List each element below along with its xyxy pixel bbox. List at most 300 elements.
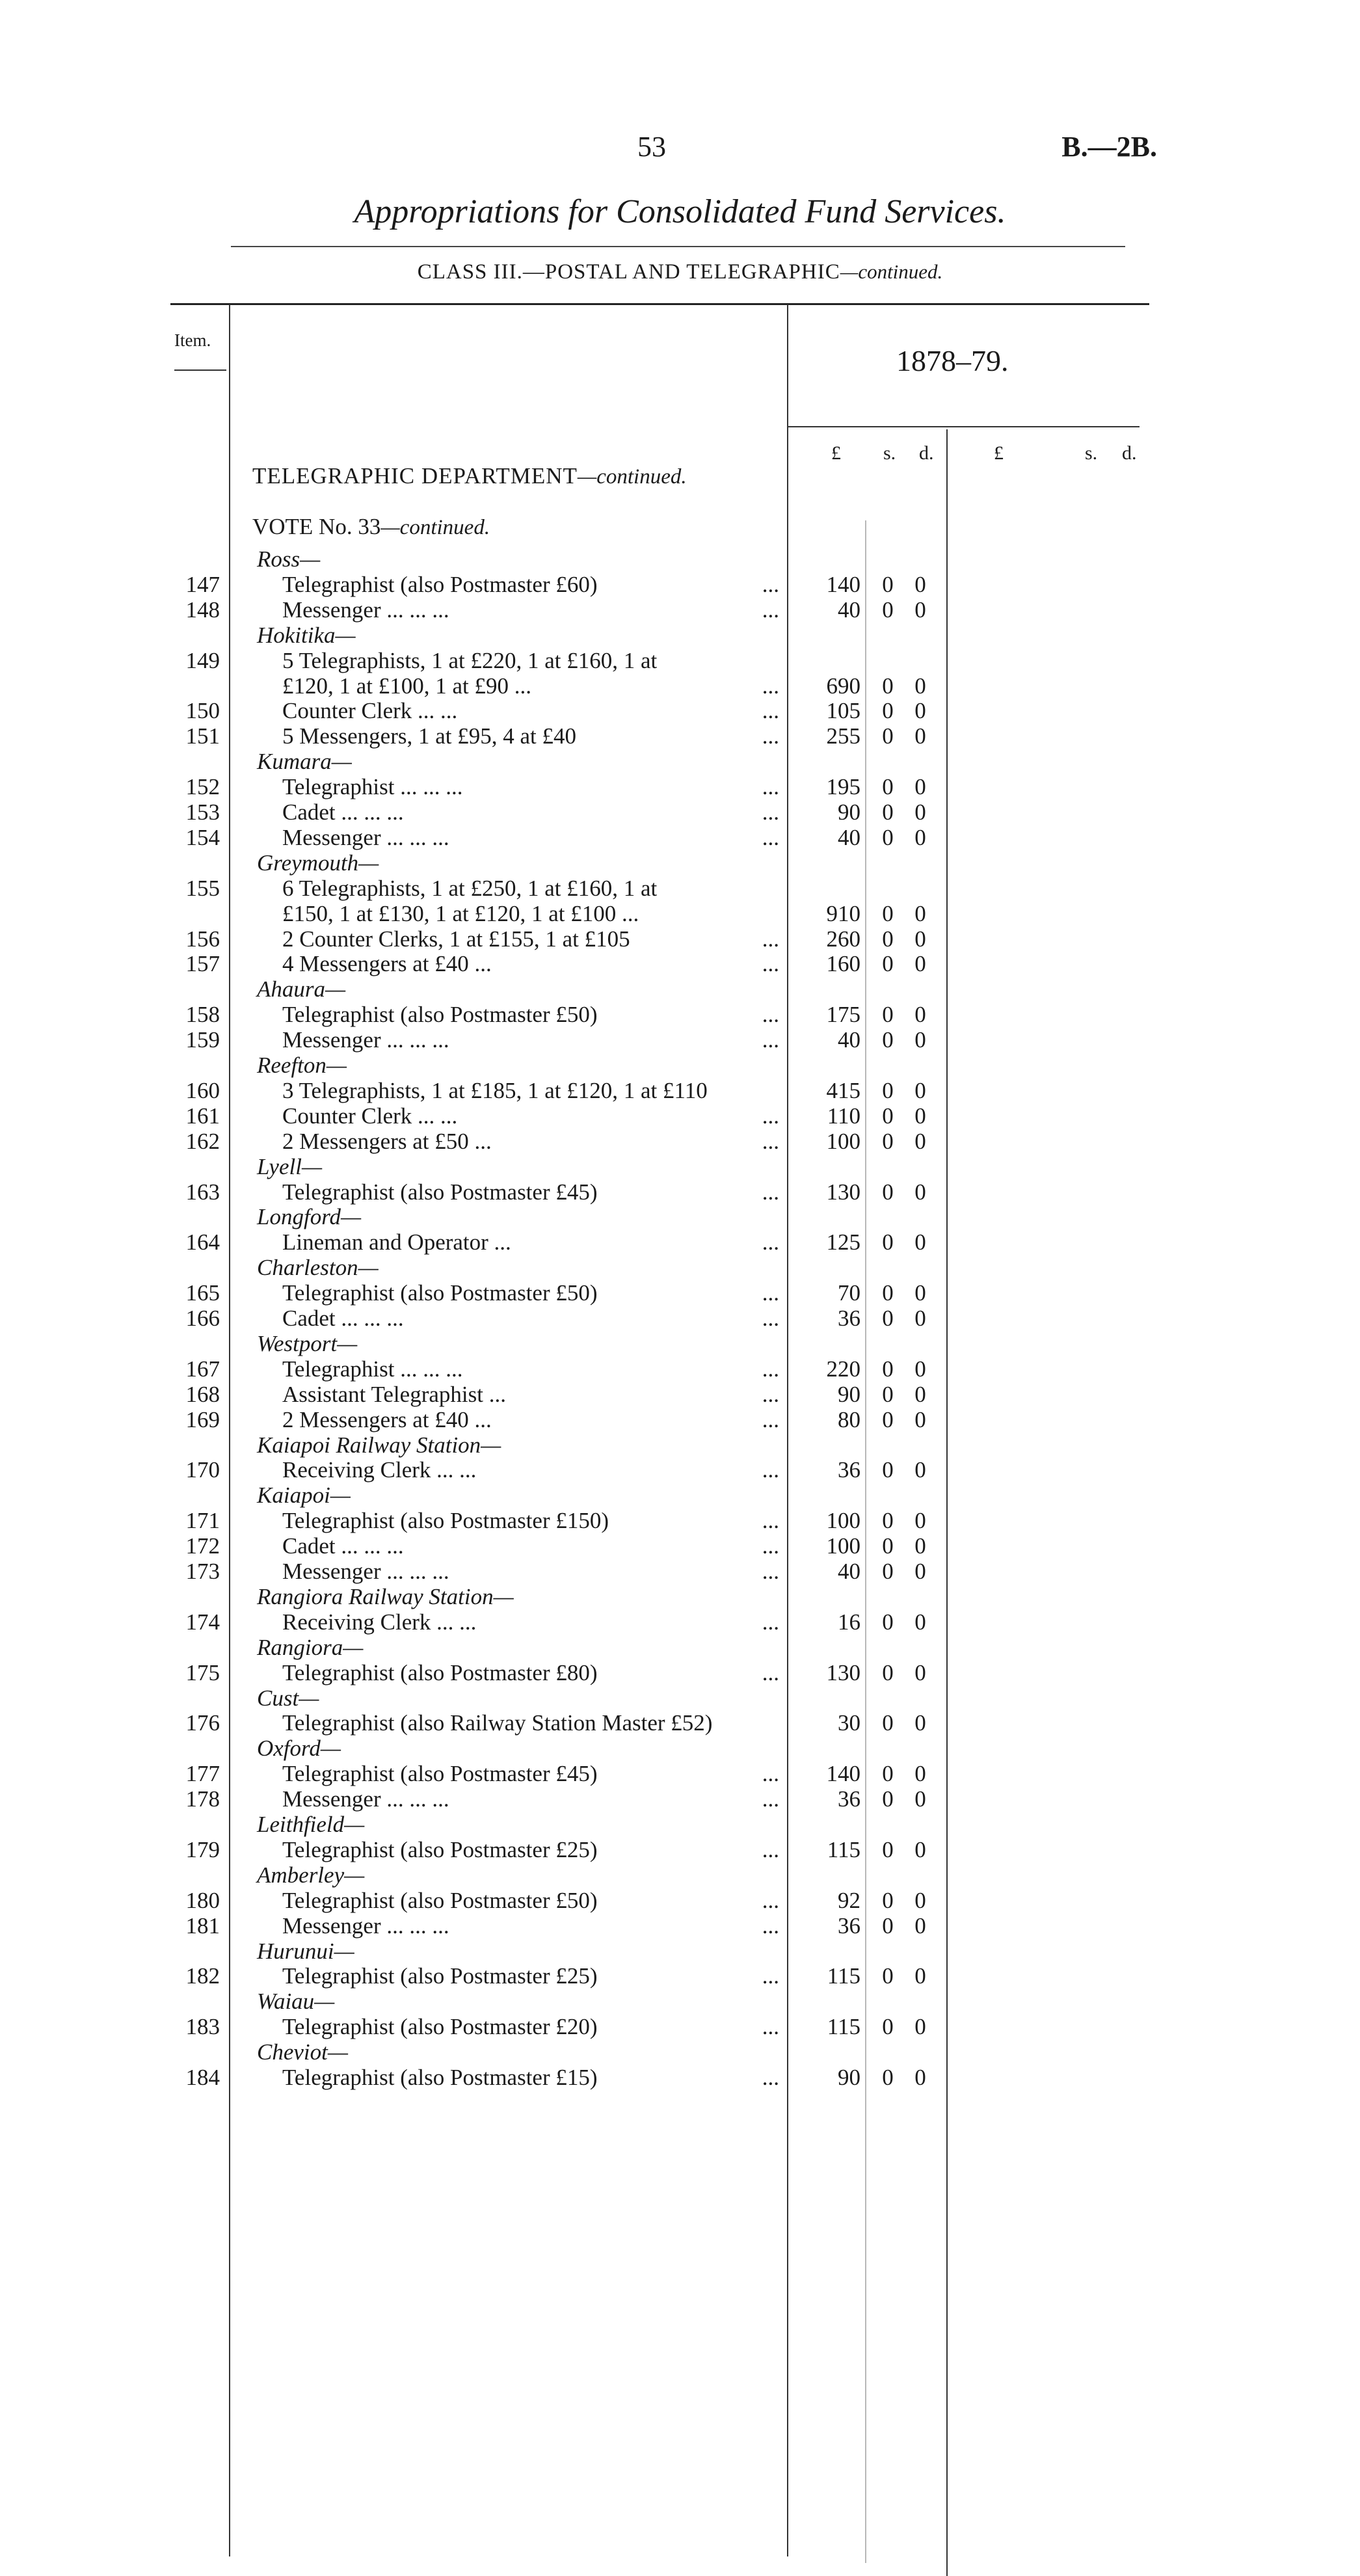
item-number: 175 — [185, 1659, 220, 1685]
amount-pounds: 40 — [838, 824, 860, 850]
amount-shillings: 0 — [882, 1280, 894, 1306]
table-row — [0, 597, 1360, 623]
amount-shillings: 0 — [882, 1710, 894, 1736]
table-row — [0, 1078, 1360, 1104]
item-description: Telegraphist (also Postmaster £25) — [282, 1836, 598, 1862]
item-description: 5 Messengers, 1 at £95, 4 at £40 — [282, 723, 577, 749]
item-description: Counter Clerk ... ... — [282, 1103, 458, 1129]
item-description: Cadet ... ... ... — [282, 1533, 404, 1559]
location-heading — [0, 1685, 1360, 1711]
amount-shillings: 0 — [882, 698, 894, 724]
amount-pence: 0 — [914, 698, 926, 724]
table-row — [0, 1913, 1360, 1939]
year-heading: 1878–79. — [896, 344, 1009, 377]
leader-dots: ... — [762, 673, 779, 699]
location-name: Charleston— — [257, 1255, 379, 1281]
item-number: 154 — [185, 824, 220, 850]
table-row — [0, 1761, 1360, 1787]
amount-pounds: 90 — [838, 799, 860, 825]
amount-shillings: 0 — [882, 2065, 894, 2090]
leader-dots: ... — [762, 1559, 779, 1584]
amount-shillings: 0 — [882, 1077, 894, 1103]
amount-shillings: 0 — [882, 1103, 894, 1129]
amount-pence: 0 — [914, 1306, 926, 1331]
location-name: Hurunui— — [257, 1938, 354, 1964]
amount-shillings: 0 — [882, 1559, 894, 1584]
amount-pounds: 910 — [826, 900, 860, 926]
location-heading — [0, 1736, 1360, 1762]
amount-pence: 0 — [914, 1103, 926, 1129]
location-heading — [0, 2039, 1360, 2065]
amount-pence: 0 — [914, 2065, 926, 2090]
item-number: 174 — [185, 1609, 220, 1635]
leader-dots: ... — [762, 2014, 779, 2040]
leader-dots: ... — [762, 774, 779, 800]
amount-pounds: 195 — [826, 774, 860, 800]
location-heading — [0, 1812, 1360, 1838]
amount-pounds: 160 — [826, 951, 860, 977]
amount-shillings: 0 — [882, 799, 894, 825]
item-number: 180 — [185, 1887, 220, 1913]
table-row-continuation — [0, 901, 1360, 927]
leader-dots: ... — [762, 926, 779, 952]
item-description: 6 Telegraphists, 1 at £250, 1 at £160, 1 at — [282, 875, 658, 901]
vote-title-text: VOTE No. 33 — [252, 514, 381, 539]
item-number: 148 — [185, 597, 220, 623]
item-description: Telegraphist (also Postmaster £50) — [282, 1002, 598, 1028]
amount-pounds: 255 — [826, 723, 860, 749]
item-description: £150, 1 at £130, 1 at £120, 1 at £100 ... — [282, 900, 639, 926]
item-header-rule — [174, 369, 226, 371]
amount-pounds: 36 — [838, 1306, 860, 1331]
item-number: 172 — [185, 1533, 220, 1559]
table-row — [0, 1356, 1360, 1382]
table-row — [0, 774, 1360, 800]
amount-pounds: 105 — [826, 698, 860, 724]
amount-pounds: 16 — [838, 1609, 860, 1635]
item-number: 155 — [185, 875, 220, 901]
leader-dots: ... — [762, 1280, 779, 1306]
amount-pence: 0 — [914, 1508, 926, 1534]
item-number: 157 — [185, 951, 220, 977]
item-description: Receiving Clerk ... ... — [282, 1457, 477, 1483]
item-description: Cadet ... ... ... — [282, 1306, 404, 1331]
amount-pence: 0 — [914, 2014, 926, 2040]
amount-pounds: 115 — [827, 2014, 860, 2040]
leader-dots: ... — [762, 2065, 779, 2090]
amount-shillings: 0 — [882, 673, 894, 699]
amount-shillings: 0 — [882, 774, 894, 800]
leader-dots: ... — [762, 1229, 779, 1255]
amount-shillings: 0 — [882, 1229, 894, 1255]
location-heading — [0, 1331, 1360, 1357]
location-name: Leithfield— — [257, 1812, 365, 1837]
table-row — [0, 572, 1360, 598]
item-number: 170 — [185, 1457, 220, 1483]
amount-pence: 0 — [914, 597, 926, 623]
leader-dots: ... — [762, 1002, 779, 1028]
location-name: Longford— — [257, 1204, 362, 1230]
amount-pounds: 415 — [826, 1077, 860, 1103]
amount-shillings: 0 — [882, 1533, 894, 1559]
item-description: Telegraphist (also Postmaster £50) — [282, 1887, 598, 1913]
leader-dots: ... — [762, 1128, 779, 1154]
amount-pounds: 130 — [826, 1659, 860, 1685]
table-row — [0, 1306, 1360, 1332]
leader-dots: ... — [762, 1381, 779, 1407]
table-row — [0, 1407, 1360, 1433]
item-number: 171 — [185, 1508, 220, 1534]
leader-dots: ... — [762, 1457, 779, 1483]
amount-shillings: 0 — [882, 723, 894, 749]
item-description: 2 Messengers at £50 ... — [282, 1128, 492, 1154]
location-name: Rangiora— — [257, 1634, 364, 1660]
amount-shillings: 0 — [882, 951, 894, 977]
table-row — [0, 876, 1360, 902]
amount-pounds: 92 — [838, 1887, 860, 1913]
item-description: Telegraphist (also Postmaster £45) — [282, 1761, 598, 1787]
amount-shillings: 0 — [882, 1027, 894, 1053]
leader-dots: ... — [762, 571, 779, 597]
class-heading — [0, 260, 1360, 284]
amount-pence: 0 — [914, 1609, 926, 1635]
amount-shillings: 0 — [882, 1786, 894, 1812]
item-description: Telegraphist (also Postmaster £60) — [282, 571, 598, 597]
item-description: Telegraphist (also Postmaster £15) — [282, 2065, 598, 2090]
amount-pounds: 100 — [826, 1533, 860, 1559]
location-heading — [0, 1255, 1360, 1281]
amount-shillings: 0 — [882, 1508, 894, 1534]
amount-shillings: 0 — [882, 1128, 894, 1154]
amount-pounds: 40 — [838, 1559, 860, 1584]
table-row — [0, 1660, 1360, 1686]
location-name: Greymouth— — [257, 850, 379, 876]
amount-pence: 0 — [914, 1559, 926, 1584]
amount-pence: 0 — [914, 673, 926, 699]
leader-dots: ... — [762, 1533, 779, 1559]
item-description: 3 Telegraphists, 1 at £185, 1 at £120, 1 at £110 — [282, 1077, 708, 1103]
table-row — [0, 1963, 1360, 1989]
pounds-header-2: £ — [994, 442, 1004, 464]
amount-pounds: 40 — [838, 597, 860, 623]
amount-pounds: 40 — [838, 1027, 860, 1053]
amount-pounds: 36 — [838, 1786, 860, 1812]
amount-pence: 0 — [914, 900, 926, 926]
item-description: 5 Telegraphists, 1 at £220, 1 at £160, 1 at — [282, 647, 658, 673]
leader-dots: ... — [762, 1306, 779, 1331]
item-number: 179 — [185, 1836, 220, 1862]
pence-header: d. — [919, 442, 934, 464]
leader-dots: ... — [762, 723, 779, 749]
item-description: Messenger ... ... ... — [282, 1027, 449, 1053]
item-number: 164 — [185, 1229, 220, 1255]
location-name: Amberley— — [257, 1862, 365, 1888]
table-row — [0, 799, 1360, 825]
item-number: 168 — [185, 1381, 220, 1407]
location-name: Hokitika— — [257, 622, 356, 648]
table-row — [0, 1837, 1360, 1863]
item-description: Telegraphist (also Postmaster £20) — [282, 2014, 598, 2040]
item-description: 2 Counter Clerks, 1 at £155, 1 at £105 — [282, 926, 630, 952]
table-row — [0, 1786, 1360, 1812]
location-heading — [0, 1989, 1360, 2015]
amount-pence: 0 — [914, 1077, 926, 1103]
amount-shillings: 0 — [882, 900, 894, 926]
location-name: Waiau— — [257, 1989, 335, 2015]
location-name: Westport— — [257, 1330, 358, 1356]
location-name: Oxford— — [257, 1736, 341, 1762]
amount-shillings: 0 — [882, 1381, 894, 1407]
header-rule — [788, 426, 1140, 427]
item-description: Receiving Clerk ... ... — [282, 1609, 477, 1635]
item-number: 147 — [185, 571, 220, 597]
location-name: Lyell— — [257, 1153, 323, 1179]
table-row — [0, 1710, 1360, 1736]
item-number: 182 — [185, 1963, 220, 1989]
amount-shillings: 0 — [882, 1406, 894, 1432]
table-row — [0, 1179, 1360, 1205]
item-number: 152 — [185, 774, 220, 800]
item-description: Messenger ... ... ... — [282, 1786, 449, 1812]
amount-shillings: 0 — [882, 1887, 894, 1913]
leader-dots: ... — [762, 1406, 779, 1432]
table-row — [0, 1280, 1360, 1306]
table-row — [0, 1229, 1360, 1255]
item-number: 176 — [185, 1710, 220, 1736]
item-number: 183 — [185, 2014, 220, 2040]
pence-header-2: d. — [1122, 442, 1137, 464]
amount-pounds: 140 — [826, 1761, 860, 1787]
location-name: Kaiapoi— — [257, 1483, 351, 1509]
amount-pounds: 260 — [826, 926, 860, 952]
amount-shillings: 0 — [882, 1659, 894, 1685]
table-row — [0, 1103, 1360, 1129]
amount-pence: 0 — [914, 1356, 926, 1382]
item-description: Messenger ... ... ... — [282, 1559, 449, 1584]
table-row — [0, 1508, 1360, 1534]
shillings-header: s. — [883, 442, 896, 464]
location-heading — [0, 1635, 1360, 1661]
leader-dots: ... — [762, 1786, 779, 1812]
item-number: 160 — [185, 1077, 220, 1103]
amount-pence: 0 — [914, 1887, 926, 1913]
table-top-rule — [170, 303, 1149, 305]
location-heading — [0, 1432, 1360, 1458]
item-description: Cadet ... ... ... — [282, 799, 404, 825]
location-name: Reefton— — [257, 1053, 347, 1078]
shillings-header-2: s. — [1085, 442, 1098, 464]
table-row — [0, 825, 1360, 851]
item-description: Telegraphist ... ... ... — [282, 1356, 463, 1382]
location-heading — [0, 749, 1360, 775]
location-heading — [0, 1862, 1360, 1888]
amount-shillings: 0 — [882, 2014, 894, 2040]
amount-pounds: 140 — [826, 571, 860, 597]
item-description: Telegraphist (also Postmaster £45) — [282, 1179, 598, 1205]
amount-shillings: 0 — [882, 824, 894, 850]
amount-shillings: 0 — [882, 926, 894, 952]
item-description: Messenger ... ... ... — [282, 824, 449, 850]
vote-title-continued: —continued. — [380, 516, 490, 539]
amount-pounds: 110 — [827, 1103, 860, 1129]
item-number: 166 — [185, 1306, 220, 1331]
item-description: Telegraphist ... ... ... — [282, 774, 463, 800]
item-description: 4 Messengers at £40 ... — [282, 951, 492, 977]
table-row — [0, 951, 1360, 977]
location-heading — [0, 850, 1360, 876]
page-title: Appropriations for Consolidated Fund Services. — [354, 193, 1006, 230]
amount-pence: 0 — [914, 1027, 926, 1053]
item-number: 178 — [185, 1786, 220, 1812]
location-name: Cust— — [257, 1685, 319, 1711]
amount-pounds: 115 — [827, 1836, 860, 1862]
location-heading — [0, 976, 1360, 1002]
item-column-header: Item. — [174, 330, 211, 350]
item-number: 151 — [185, 723, 220, 749]
vote-title — [252, 514, 490, 540]
item-number: 165 — [185, 1280, 220, 1306]
item-number: 156 — [185, 926, 220, 952]
location-heading — [0, 1584, 1360, 1610]
amount-pence: 0 — [914, 1710, 926, 1736]
pounds-header: £ — [831, 442, 841, 464]
item-number: 181 — [185, 1912, 220, 1939]
item-number: 177 — [185, 1761, 220, 1787]
amount-shillings: 0 — [882, 1179, 894, 1205]
amount-pounds: 70 — [838, 1280, 860, 1306]
amount-pounds: 125 — [826, 1229, 860, 1255]
item-description: Messenger ... ... ... — [282, 597, 449, 623]
amount-pence: 0 — [914, 1533, 926, 1559]
document-reference: B.—2B. — [1061, 131, 1157, 163]
amount-pence: 0 — [914, 1229, 926, 1255]
item-number: 169 — [185, 1406, 220, 1432]
table-row-continuation — [0, 673, 1360, 699]
amount-pence: 0 — [914, 1128, 926, 1154]
amount-shillings: 0 — [882, 1761, 894, 1787]
amount-pence: 0 — [914, 1786, 926, 1812]
amount-pounds: 175 — [826, 1002, 860, 1028]
leader-dots: ... — [762, 799, 779, 825]
amount-pence: 0 — [914, 951, 926, 977]
item-description: Counter Clerk ... ... — [282, 698, 458, 724]
amount-pence: 0 — [914, 1280, 926, 1306]
amount-pence: 0 — [914, 1179, 926, 1205]
item-description: £120, 1 at £100, 1 at £90 ... — [282, 673, 532, 699]
amount-pounds: 90 — [838, 1381, 860, 1407]
location-name: Ahaura— — [257, 976, 346, 1002]
amount-shillings: 0 — [882, 1457, 894, 1483]
table-row — [0, 1382, 1360, 1408]
table-row — [0, 1027, 1360, 1053]
leader-dots: ... — [762, 1609, 779, 1635]
leader-dots: ... — [762, 1963, 779, 1989]
leader-dots: ... — [762, 1836, 779, 1862]
location-heading — [0, 1204, 1360, 1230]
table-row — [0, 648, 1360, 674]
table-row — [0, 2065, 1360, 2091]
location-heading — [0, 546, 1360, 572]
leader-dots: ... — [762, 951, 779, 977]
divider — [231, 246, 1125, 247]
item-description: Messenger ... ... ... — [282, 1912, 449, 1939]
amount-pence: 0 — [914, 571, 926, 597]
amount-pounds: 115 — [827, 1963, 860, 1989]
amount-pence: 0 — [914, 824, 926, 850]
item-number: 159 — [185, 1027, 220, 1053]
amount-shillings: 0 — [882, 1002, 894, 1028]
item-description: Lineman and Operator ... — [282, 1229, 511, 1255]
amount-pounds: 100 — [826, 1508, 860, 1534]
class-heading-text: CLASS III.—POSTAL AND TELEGRAPHIC — [417, 260, 840, 284]
amount-pounds: 30 — [838, 1710, 860, 1736]
amount-pence: 0 — [914, 926, 926, 952]
table-row — [0, 1888, 1360, 1914]
amount-pounds: 36 — [838, 1912, 860, 1939]
amount-pence: 0 — [914, 1002, 926, 1028]
location-heading — [0, 1053, 1360, 1079]
location-heading — [0, 1154, 1360, 1180]
item-description: Telegraphist (also Railway Station Master £52) — [282, 1710, 713, 1736]
amount-pounds: 90 — [838, 2065, 860, 2090]
amount-pounds: 100 — [826, 1128, 860, 1154]
department-title — [252, 463, 687, 489]
leader-dots: ... — [762, 824, 779, 850]
item-description: Telegraphist (also Postmaster £150) — [282, 1508, 609, 1534]
leader-dots: ... — [762, 1761, 779, 1787]
amount-pence: 0 — [914, 1659, 926, 1685]
item-description: Telegraphist (also Postmaster £80) — [282, 1659, 598, 1685]
leader-dots: ... — [762, 1508, 779, 1534]
amount-pence: 0 — [914, 723, 926, 749]
item-description: Assistant Telegraphist ... — [282, 1381, 506, 1407]
item-description: Telegraphist (also Postmaster £25) — [282, 1963, 598, 1989]
table-row — [0, 1559, 1360, 1585]
item-number: 162 — [185, 1128, 220, 1154]
amount-shillings: 0 — [882, 1356, 894, 1382]
table-row — [0, 1533, 1360, 1559]
amount-pounds: 130 — [826, 1179, 860, 1205]
table-row — [0, 1609, 1360, 1635]
location-name: Rangiora Railway Station— — [257, 1583, 514, 1609]
amount-shillings: 0 — [882, 1609, 894, 1635]
amount-shillings: 0 — [882, 571, 894, 597]
item-number: 149 — [185, 647, 220, 673]
table-row — [0, 1129, 1360, 1155]
leader-dots: ... — [762, 1179, 779, 1205]
location-name: Cheviot— — [257, 2039, 348, 2065]
department-title-text: TELEGRAPHIC DEPARTMENT — [252, 463, 578, 489]
amount-shillings: 0 — [882, 597, 894, 623]
table-row — [0, 723, 1360, 749]
item-number: 158 — [185, 1002, 220, 1028]
amount-pounds: 220 — [826, 1356, 860, 1382]
table-row — [0, 2014, 1360, 2040]
amount-pence: 0 — [914, 1406, 926, 1432]
leader-dots: ... — [762, 1912, 779, 1939]
leader-dots: ... — [762, 1659, 779, 1685]
page-number: 53 — [637, 131, 666, 163]
location-name: Ross— — [257, 546, 321, 572]
item-description: Telegraphist (also Postmaster £50) — [282, 1280, 598, 1306]
leader-dots: ... — [762, 1887, 779, 1913]
location-heading — [0, 1483, 1360, 1509]
class-heading-continued: —continued. — [840, 260, 943, 283]
table-row — [0, 1457, 1360, 1483]
item-number: 184 — [185, 2065, 220, 2090]
location-name: Kaiapoi Railway Station— — [257, 1432, 501, 1458]
amount-pence: 0 — [914, 1381, 926, 1407]
